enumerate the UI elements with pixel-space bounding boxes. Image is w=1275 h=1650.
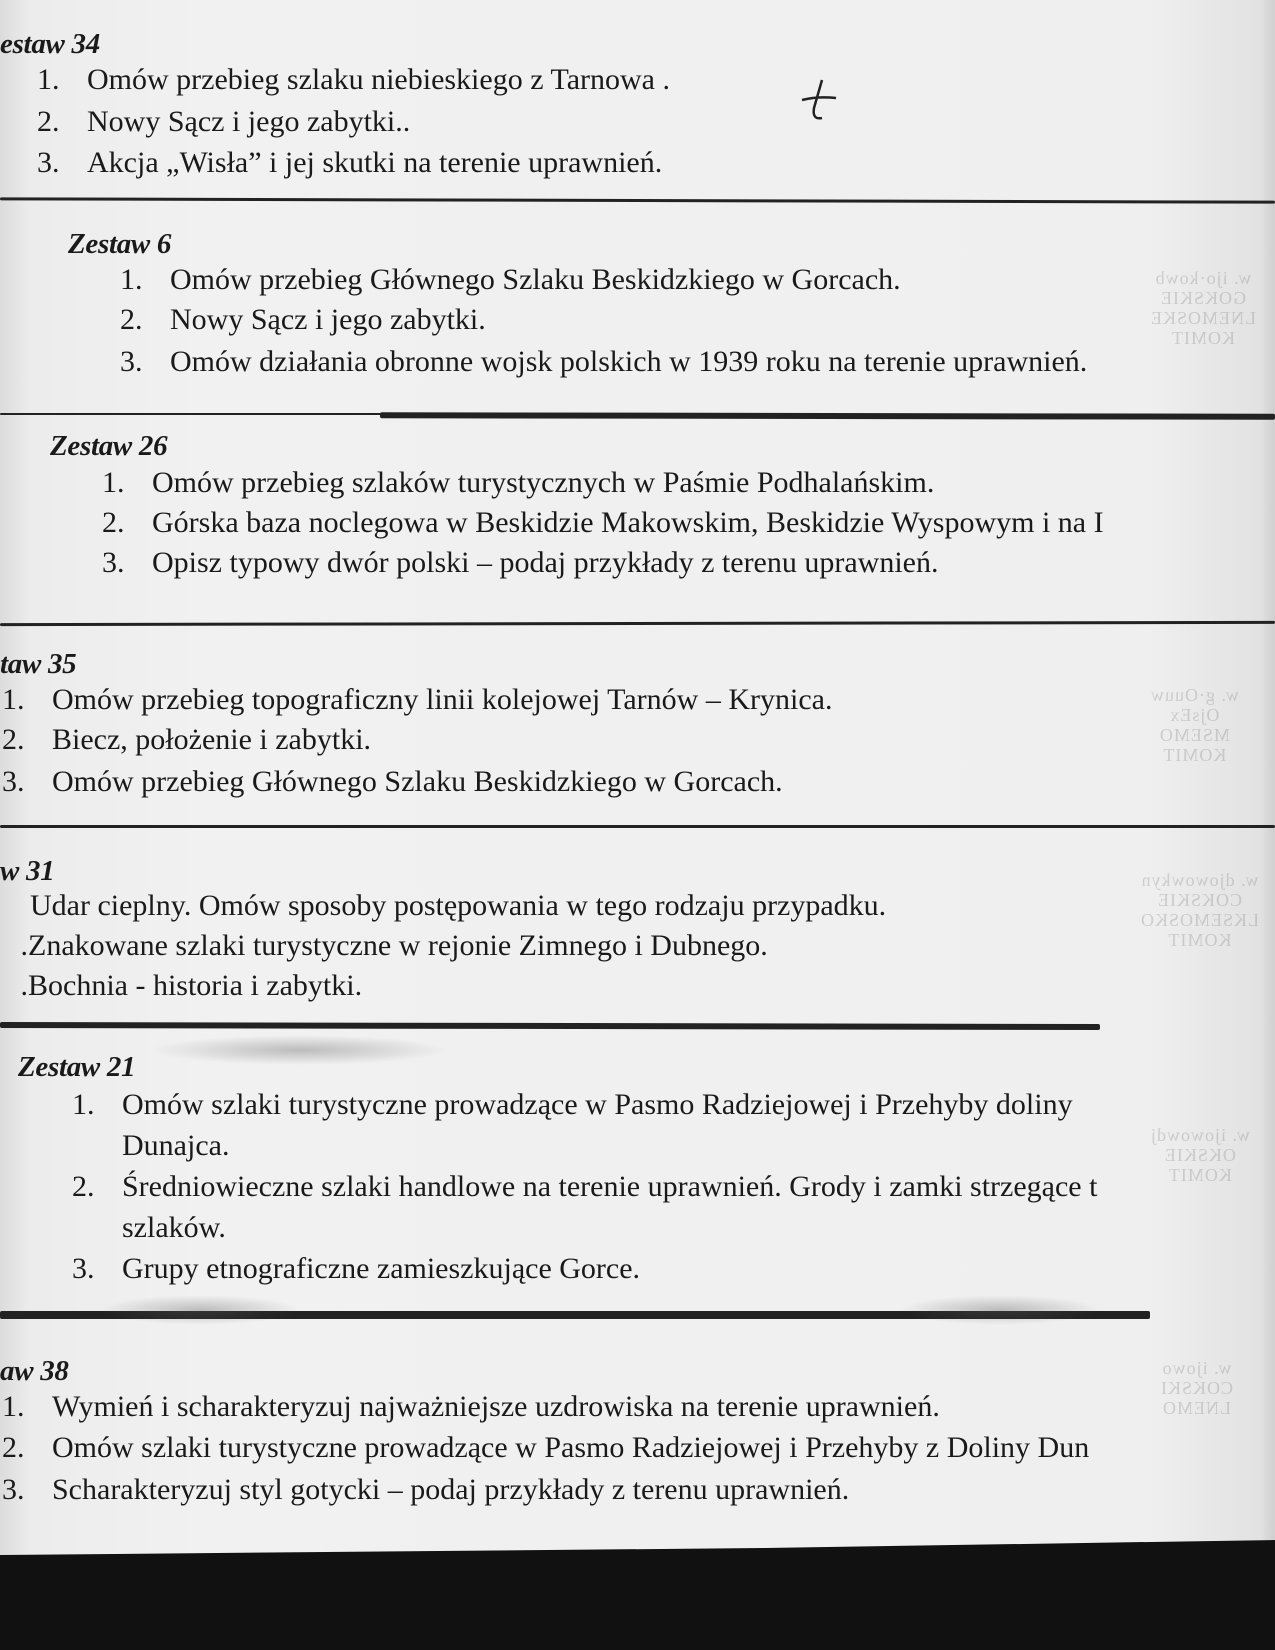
set-item — [120, 260, 901, 300]
set-heading: Zestaw 26 — [50, 430, 168, 462]
set-item — [2, 680, 832, 720]
set-item — [2, 1428, 1089, 1468]
paper-shadow — [100, 1295, 300, 1325]
item-number: 2. — [102, 506, 125, 539]
item-text: Znakowane szlaki turystyczne w rejonie Zimnego i Dubnego. — [28, 929, 768, 962]
set-item — [0, 926, 768, 966]
item-number: 2. — [2, 1431, 25, 1464]
paper-shadow — [150, 1035, 450, 1065]
bleed-through-stamp: w. djowowkyn COKSKIE LKSEMOSKO KOMIT — [1140, 870, 1260, 950]
item-text: Akcja „Wisła” i jej skutki na terenie uprawnień. — [87, 146, 663, 179]
item-number: 1. — [102, 466, 125, 499]
item-text: Omów przebieg szlaków turystycznych w Paśmie Podhalańskim. — [152, 466, 935, 499]
set-item — [72, 1085, 1073, 1125]
set-item — [72, 1249, 640, 1289]
item-text: Omów szlaki turystyczne prowadzące w Pasmo Radziejowej i Przehyby z Doliny Dun — [52, 1431, 1090, 1464]
item-number: 1. — [37, 63, 60, 96]
set-item — [102, 543, 939, 583]
item-text: Omów przebieg Głównego Szlaku Beskidzkiego w Gorcach. — [170, 263, 901, 296]
item-text: Opisz typowy dwór polski – podaj przykłady z terenu uprawnień. — [152, 546, 939, 579]
item-text: Górska baza noclegowa w Beskidzie Makowskim, Beskidzie Wyspowym i na I — [152, 506, 1104, 539]
item-number: 3. — [102, 546, 125, 579]
strip-divider — [0, 825, 1275, 828]
set-item — [102, 463, 934, 503]
set-item — [37, 143, 662, 183]
set-item — [2, 762, 783, 802]
set-item — [2, 1470, 849, 1510]
paper-shadow — [900, 1295, 1100, 1325]
item-number: 2. — [120, 303, 143, 336]
item-number: 1. — [2, 1390, 25, 1423]
item-number: 1. — [2, 683, 25, 716]
set-heading: w 31 — [0, 855, 55, 887]
item-continuation: Dunajca. — [122, 1129, 230, 1162]
item-text: Biecz, położenie i zabytki. — [52, 723, 372, 756]
set-item — [102, 503, 1104, 543]
set-item — [0, 886, 886, 926]
item-number: 3. — [2, 1473, 25, 1506]
item-text: Scharakteryzuj styl gotycki – podaj przykłady z terenu uprawnień. — [52, 1473, 850, 1506]
bleed-through-stamp: w. ijowo COKSKI LNEMO — [1160, 1358, 1234, 1418]
item-text: Grupy etnograficzne zamieszkujące Gorce. — [122, 1252, 641, 1285]
item-number: 1. — [72, 1088, 95, 1121]
handwritten-check-mark — [800, 78, 840, 128]
strip-divider — [0, 413, 400, 415]
set-item — [120, 300, 486, 340]
item-text: Omów szlaki turystyczne prowadzące w Pasmo Radziejowej i Przehyby doliny — [122, 1088, 1073, 1121]
item-number: 2. — [72, 1170, 95, 1203]
set-item — [0, 966, 362, 1006]
item-text: Omów przebieg szlaku niebieskiego z Tarnowa . — [87, 63, 670, 96]
item-text: Nowy Sącz i jego zabytki. — [170, 303, 486, 336]
item-number: . — [20, 969, 28, 1002]
item-text: Omów przebieg Głównego Szlaku Beskidzkiego w Gorcach. — [52, 765, 783, 798]
item-number: 3. — [120, 345, 143, 378]
item-number: 2. — [37, 105, 60, 138]
item-text: Omów działania obronne wojsk polskich w 1939 roku na terenie uprawnień. — [170, 345, 1088, 378]
bleed-through-stamp: w. ijo·kowb GOKSKIE LNEMOSKE KOMIT — [1150, 268, 1256, 348]
set-heading: taw 35 — [0, 648, 77, 680]
item-number: 3. — [2, 765, 25, 798]
item-continuation: szlaków. — [122, 1211, 226, 1244]
set-heading: Zestaw 21 — [18, 1051, 136, 1083]
item-number: 1. — [120, 263, 143, 296]
set-item — [37, 102, 410, 142]
item-number: 3. — [37, 146, 60, 179]
set-item — [120, 342, 1087, 382]
set-heading: estaw 34 — [0, 28, 100, 60]
item-number: 2. — [2, 723, 25, 756]
item-text: Wymień i scharakteryzuj najważniejsze uzdrowiska na terenie uprawnień. — [52, 1390, 940, 1423]
item-text: Nowy Sącz i jego zabytki.. — [87, 105, 411, 138]
set-heading: Zestaw 6 — [68, 228, 172, 260]
item-text: Udar cieplny. Omów sposoby postępowania w tego rodzaju przypadku. — [30, 889, 887, 922]
item-text: Omów przebieg topograficzny linii kolejowej Tarnów – Krynica. — [52, 683, 833, 716]
set-item — [37, 60, 670, 100]
bleed-through-stamp: w. ijowowdj OKSKIE KOMIT — [1150, 1125, 1250, 1185]
item-text: Bochnia - historia i zabytki. — [28, 969, 363, 1002]
item-number: . — [20, 929, 28, 962]
set-item — [2, 720, 371, 760]
set-item — [2, 1387, 940, 1427]
set-item — [72, 1167, 1097, 1207]
set-heading: aw 38 — [0, 1355, 69, 1387]
item-text: Średniowieczne szlaki handlowe na terenie uprawnień. Grody i zamki strzegące t — [122, 1170, 1098, 1203]
bleed-through-stamp: w. g·Ouuw OjsEx MSEMO KOMIT — [1150, 685, 1239, 765]
item-number: 3. — [72, 1252, 95, 1285]
